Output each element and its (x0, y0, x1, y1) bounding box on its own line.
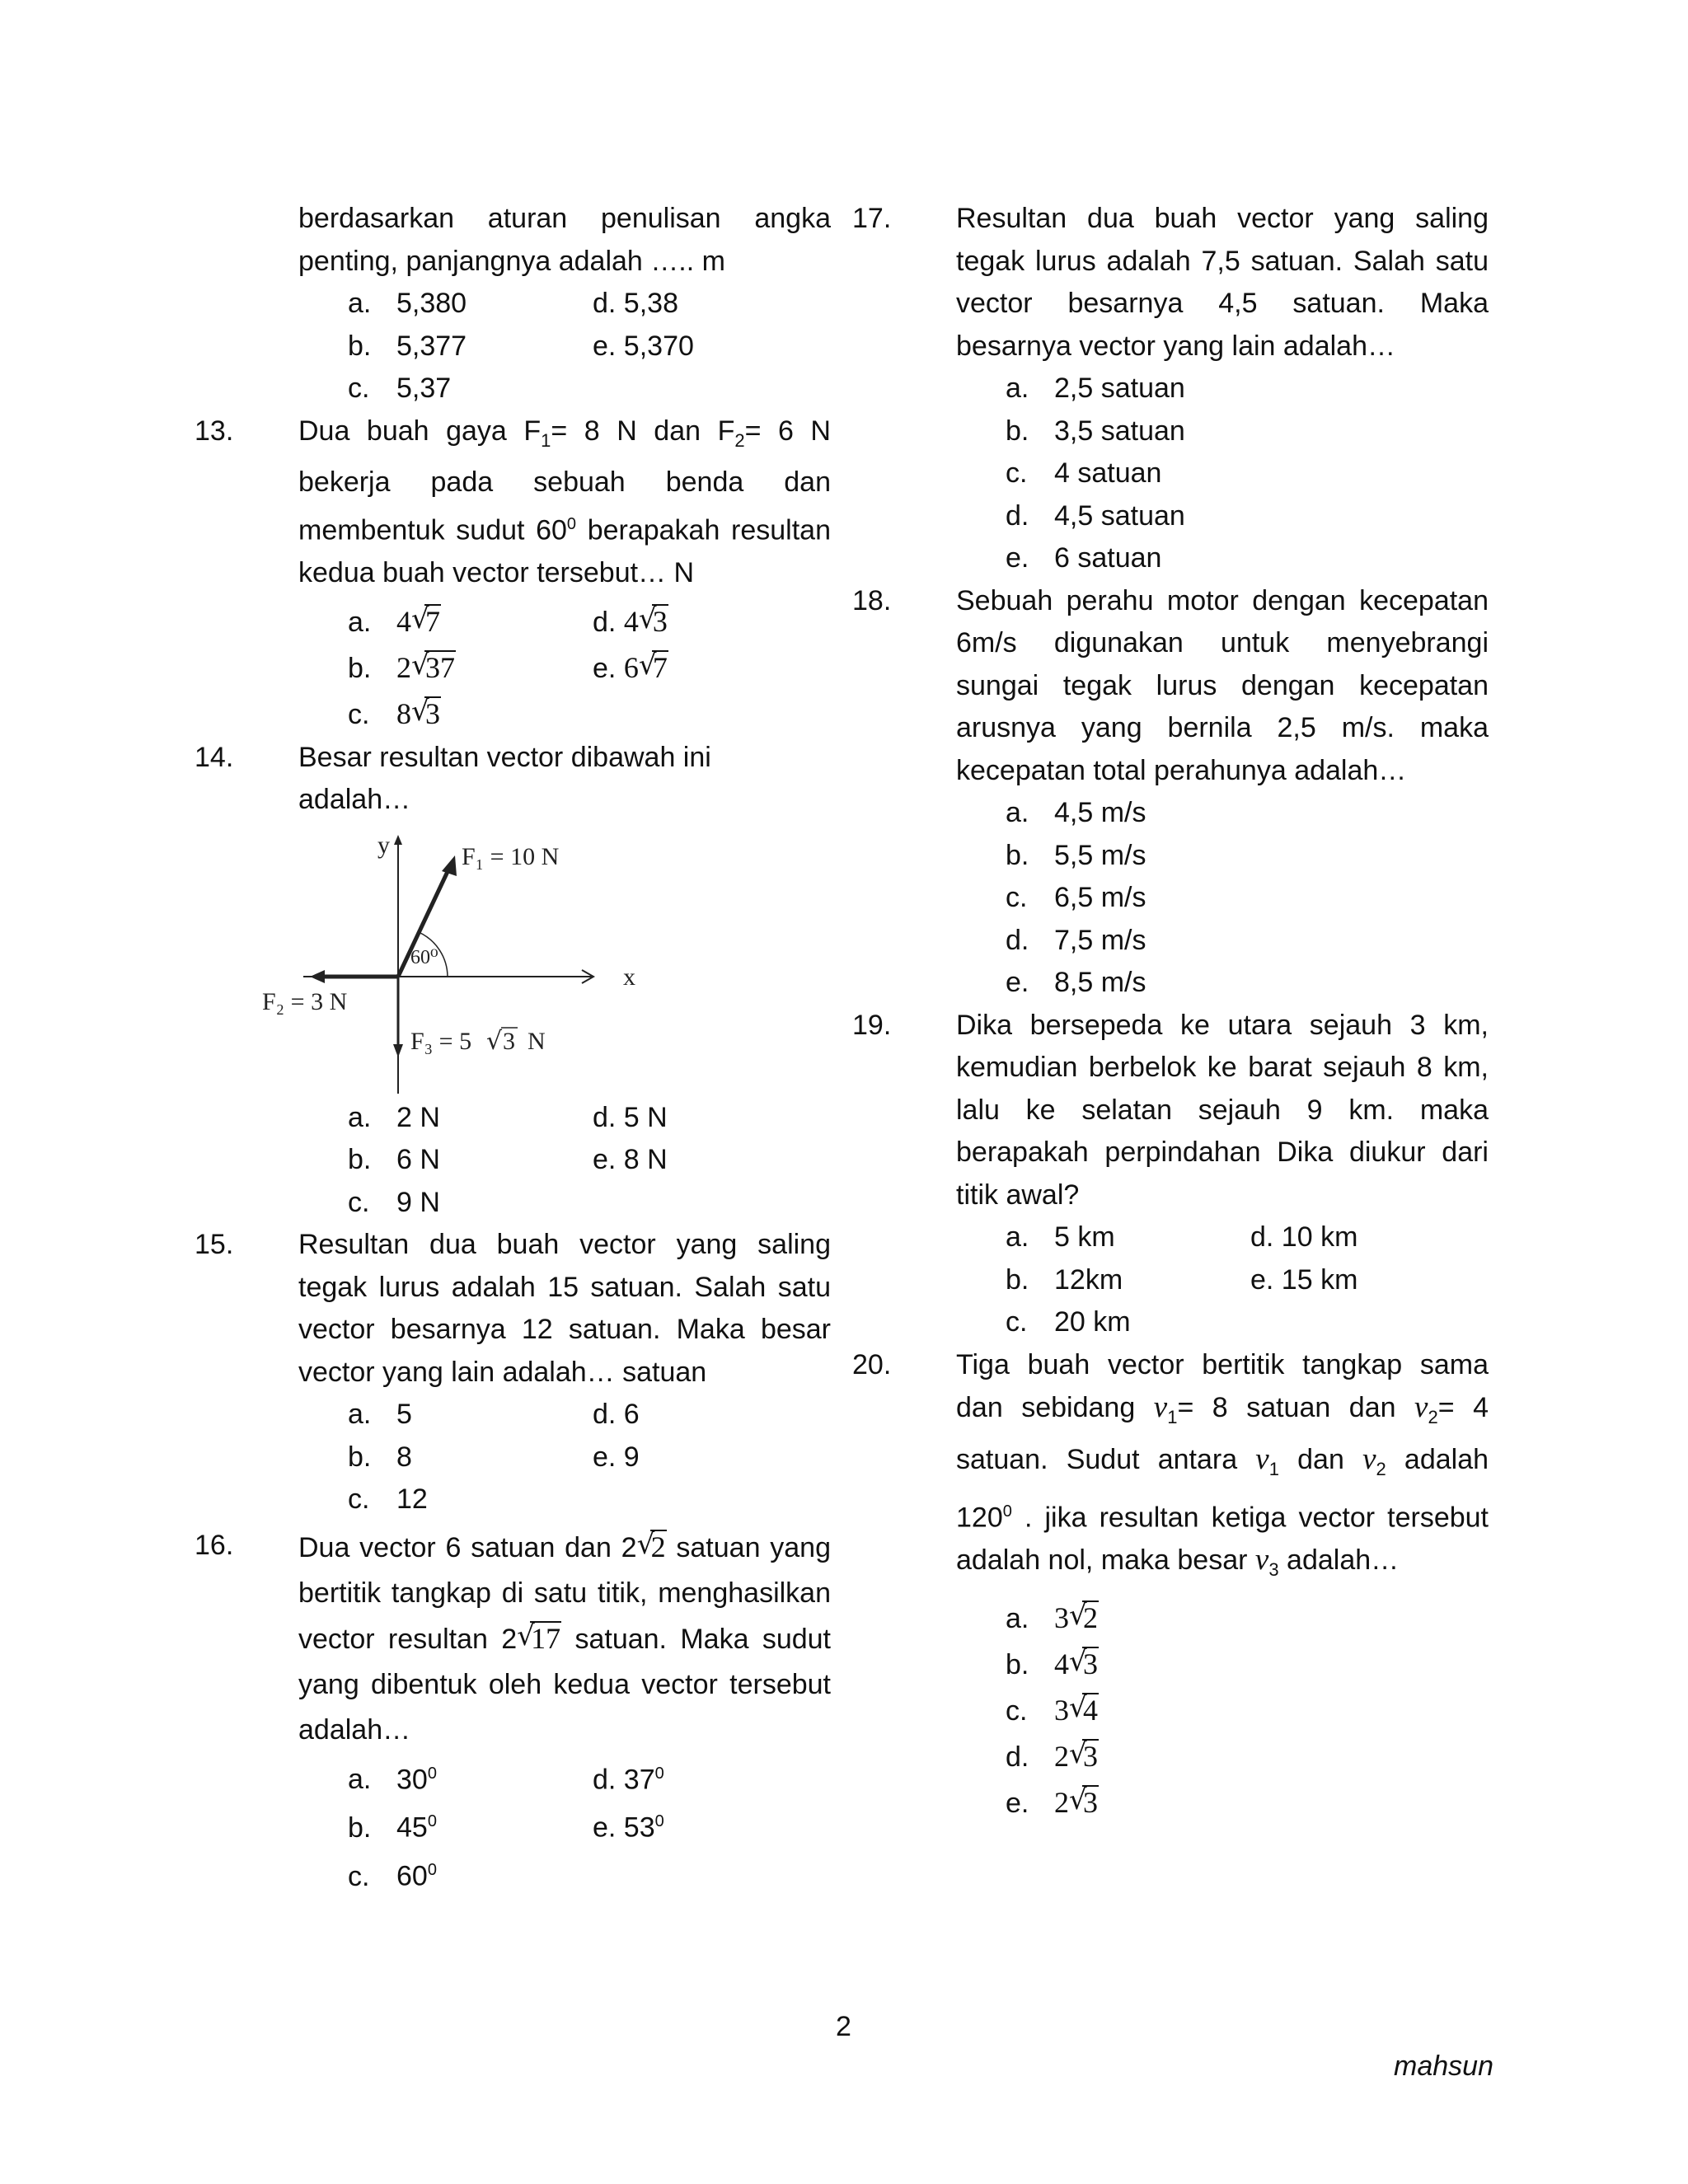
option-a[interactable] (348, 1097, 593, 1140)
option-letter: b. (1006, 415, 1029, 447)
option-a[interactable] (348, 283, 593, 326)
option-b[interactable] (348, 1436, 593, 1479)
sqrt-symbol: √ 7 (411, 602, 440, 638)
option-c[interactable] (348, 1182, 593, 1225)
option-letter: d. (1006, 924, 1029, 956)
question-17 (852, 198, 1489, 580)
option-e[interactable]: e. 5,370 (593, 330, 694, 362)
option-letter: b. (348, 1441, 372, 1473)
option-letter: e. (1006, 1787, 1029, 1819)
option-letter: d. (1006, 1741, 1029, 1773)
option-d[interactable]: d. 5 N (593, 1101, 668, 1133)
question-12-options (298, 283, 831, 410)
option-a[interactable] (348, 1394, 593, 1436)
y-axis-arrowhead (394, 835, 402, 845)
option-letter: a. (348, 606, 372, 638)
page-number: 2 (836, 2011, 851, 2042)
question-13-stem: Dua buah gaya $F_1= 8$ N dan $F_2= 6$ N bekerja pada sebuah benda dan membentuk sudut $60^0$ berapakah resultan kedua buah vector tersebut… N (298, 415, 831, 589)
option-c[interactable] (348, 691, 593, 737)
question-17-options (956, 368, 1489, 580)
option-a[interactable]: a. 2,5 satuan (1006, 368, 1489, 410)
question-19-stem: Dika bersepeda ke utara sejauh 3 km, kemudian berbelok ke barat sejauh 8 km, lalu ke selatan sejauh 9 km. maka berapakah perpindahan Dika diukur dari titik awal? (956, 1009, 1489, 1211)
question-number: 14. (195, 741, 234, 773)
sqrt-symbol: √ 7 (638, 648, 668, 684)
option-d[interactable]: d. 10 km (1250, 1221, 1358, 1253)
vector-diagram (246, 830, 674, 1094)
option-e[interactable]: e. 8 N (593, 1144, 668, 1176)
option-letter: a. (348, 1399, 372, 1431)
option-a[interactable] (1006, 1595, 1489, 1641)
option-letter: a. (348, 1101, 372, 1133)
option-math: 8 √ 3 (396, 697, 441, 730)
option-text: 6 N (396, 1144, 440, 1176)
question-18 (852, 580, 1489, 1005)
question-14-stem: Besar resultan vector dibawah ini adalah… (298, 741, 711, 816)
right-column (852, 198, 1489, 1825)
question-12 (246, 198, 831, 410)
option-e[interactable]: e. $53^0$ (593, 1811, 664, 1844)
question-15 (195, 1224, 831, 1521)
option-c[interactable]: c. 20 km (1006, 1301, 1250, 1344)
option-d[interactable]: d. 6 (593, 1399, 640, 1431)
question-14-options (298, 1097, 831, 1225)
option-c[interactable]: c. $60^0$ (348, 1849, 593, 1898)
footer-author: mahsun (1394, 2050, 1493, 2082)
x-label: x (623, 963, 635, 991)
question-16 (195, 1525, 832, 1898)
option-b[interactable]: b. 3,5 satuan (1006, 410, 1489, 453)
option-letter: c. (1006, 1306, 1028, 1338)
option-letter: a. (348, 288, 372, 319)
option-b[interactable]: b. $45^0$ (348, 1801, 593, 1849)
question-19-options (956, 1216, 1489, 1344)
f3-radical: √ (486, 1026, 503, 1056)
sqrt-symbol: √ 3 (1069, 1736, 1098, 1773)
question-20-stem: Tiga buah vector bertitik tangkap sama dan sebidang $v_1= 8$ satuan dan $v_2= 4$ satuan. Sudut antara $v_1$ dan $v_2$ adalah $120^0$ . jika resultan ketiga vector tersebut adalah nol, maka besar $v_3$ adalah… (956, 1348, 1489, 1581)
option-letter: b. (348, 1144, 372, 1176)
question-12-stem-line2: penting, panjangnya adalah ….. m (298, 245, 725, 277)
question-number: 20. (852, 1348, 892, 1380)
option-d[interactable] (1006, 1733, 1489, 1779)
option-d[interactable]: d. 5,38 (593, 288, 678, 319)
option-d[interactable]: d. $37^0$ (593, 1763, 664, 1795)
option-math: 3 √ 4 (1054, 1694, 1099, 1727)
option-math: 2 √ 3 (1054, 1786, 1099, 1819)
option-letter: c. (348, 1186, 370, 1218)
option-math: 2 √ 37 (396, 651, 456, 684)
question-19 (852, 1005, 1489, 1344)
option-math: 2 √ 3 (1054, 1740, 1099, 1773)
option-e[interactable]: e. 15 km (1250, 1263, 1358, 1296)
option-letter: e. (1006, 967, 1029, 998)
option-letter: b. (348, 652, 372, 684)
option-b[interactable] (348, 326, 593, 368)
option-d[interactable]: d. 4 √ 3 (593, 598, 831, 644)
option-text: 12 (396, 1483, 428, 1516)
sqrt-symbol: √ 17 (517, 1619, 561, 1655)
option-math: 4 √ 3 (1054, 1647, 1099, 1680)
y-label: y (377, 831, 390, 859)
option-letter: b. (348, 330, 372, 362)
question-15-stem: Resultan dua buah vector yang saling tegak lurus adalah 15 satuan. Salah satu vector besarnya 12 satuan. Maka besar vector yang lain adalah… satuan (298, 1229, 831, 1388)
option-c[interactable] (1006, 1687, 1489, 1733)
option-d[interactable]: d. 7,5 m/s (1006, 920, 1489, 963)
option-text: 5 (396, 1399, 412, 1431)
option-letter: a. (1006, 797, 1029, 828)
sqrt-symbol: √ 3 (638, 602, 668, 638)
sqrt-symbol: √ 3 (1069, 1783, 1098, 1819)
sqrt-symbol: √ 2 (1069, 1598, 1098, 1634)
f2-arrowhead (310, 970, 325, 983)
option-letter: c. (348, 1483, 370, 1516)
question-20 (852, 1344, 1489, 1825)
option-b[interactable] (348, 644, 593, 691)
f3-radicand: 3 (503, 1027, 515, 1055)
f3-label: F₃ = 5 (410, 1027, 472, 1055)
f1-label: F₁ = 10 N (462, 842, 560, 870)
question-16-stem: Dua vector 6 satuan dan 2 √ 2 satuan yang bertitik tangkap di satu titik, menghasilkan vector resultan 2 √ 17 satuan. Maka sudut yang dibentuk oleh kedua vector tersebut adalah… (298, 1525, 831, 1753)
option-letter: a. (1006, 1221, 1029, 1253)
question-18-options (956, 792, 1489, 1005)
f2-label: F₂ = 3 N (262, 987, 348, 1015)
option-letter: a. (348, 1763, 372, 1795)
option-text: 5,380 (396, 288, 467, 319)
question-number: 15. (195, 1229, 234, 1261)
option-letter: c. (348, 698, 370, 730)
option-a[interactable]: a. $30^0$ (348, 1753, 593, 1802)
question-number: 19. (852, 1009, 892, 1041)
option-d[interactable]: d. 4,5 satuan (1006, 495, 1489, 538)
sqrt-symbol: √ 37 (411, 648, 455, 684)
option-c[interactable] (348, 368, 593, 410)
option-letter: e. (1006, 542, 1029, 574)
sqrt-symbol: √ 4 (1069, 1690, 1098, 1727)
option-letter: b. (1006, 839, 1029, 871)
option-b[interactable]: b. 5,5 m/s (1006, 835, 1489, 878)
question-number: 18. (852, 584, 892, 616)
sqrt-symbol: √ 3 (1069, 1644, 1098, 1680)
option-math: 4 √ 7 (396, 605, 441, 638)
option-text: 2 N (396, 1101, 440, 1133)
angle-label: 60⁰ (410, 946, 438, 968)
option-text: 9 N (396, 1186, 440, 1218)
option-letter: b. (348, 1811, 372, 1844)
option-letter: c. (1006, 882, 1028, 913)
question-15-options (298, 1394, 831, 1521)
option-a[interactable]: a. 5 km (1006, 1216, 1250, 1259)
question-number: 13. (195, 415, 234, 447)
option-letter: a. (1006, 1602, 1029, 1634)
option-a[interactable] (348, 598, 593, 644)
option-letter: c. (348, 1860, 370, 1892)
option-letter: d. (1006, 499, 1029, 532)
question-18-stem: Sebuah perahu motor dengan kecepatan 6m/s digunakan untuk menyebrangi sungai tegak lurus dengan kecepatan arusnya yang bernila 2,5 m/s. maka kecepatan total perahunya adalah… (956, 584, 1489, 786)
option-text: 5,37 (396, 373, 452, 404)
option-e[interactable]: e. 8,5 m/s (1006, 962, 1489, 1005)
option-letter: b. (1006, 1648, 1029, 1680)
sqrt-symbol: √ 2 (636, 1527, 666, 1563)
option-a[interactable]: a. 4,5 m/s (1006, 792, 1489, 835)
option-letter: b. (1006, 1263, 1029, 1296)
option-e[interactable] (1006, 1779, 1489, 1825)
option-text: 8 (396, 1441, 412, 1473)
left-column (195, 198, 832, 1898)
option-e[interactable]: e. 9 (593, 1441, 640, 1473)
option-letter: c. (1006, 1694, 1028, 1727)
option-letter: c. (1006, 457, 1028, 489)
option-math: 4 √ 3 (624, 605, 668, 638)
option-b[interactable] (1006, 1641, 1489, 1687)
f1-arrowhead (442, 855, 457, 876)
f3-arrowhead (393, 1044, 403, 1057)
question-12-stem: berdasarkan aturan penulisan angka (298, 203, 831, 234)
question-14 (195, 737, 831, 1225)
option-b[interactable]: b. 12km (1006, 1259, 1250, 1302)
option-letter: a. (1006, 373, 1029, 404)
question-number: 16. (195, 1529, 234, 1561)
option-e[interactable]: e. 6 √ 7 (593, 644, 831, 691)
option-c[interactable]: c. 6,5 m/s (1006, 877, 1489, 920)
sqrt-symbol: √ 3 (411, 694, 440, 730)
f3-unit: N (528, 1027, 546, 1055)
option-c[interactable]: c. 4 satuan (1006, 452, 1489, 495)
question-16-options (298, 1753, 831, 1898)
option-e[interactable]: e. 6 satuan (1006, 537, 1489, 580)
option-text: 5,377 (396, 330, 467, 362)
option-c[interactable] (348, 1479, 593, 1521)
option-math: 6 √ 7 (624, 651, 668, 684)
question-20-options (956, 1595, 1489, 1825)
option-b[interactable] (348, 1139, 593, 1182)
question-17-stem: Resultan dua buah vector yang saling tegak lurus adalah 7,5 satuan. Salah satu vector besarnya 4,5 satuan. Maka besarnya vector yang lain adalah… (956, 203, 1489, 362)
option-letter: c. (348, 373, 370, 404)
question-13-options (298, 598, 831, 737)
question-13 (195, 410, 831, 737)
option-math: 3 √ 2 (1054, 1601, 1099, 1634)
question-number: 17. (852, 203, 892, 234)
